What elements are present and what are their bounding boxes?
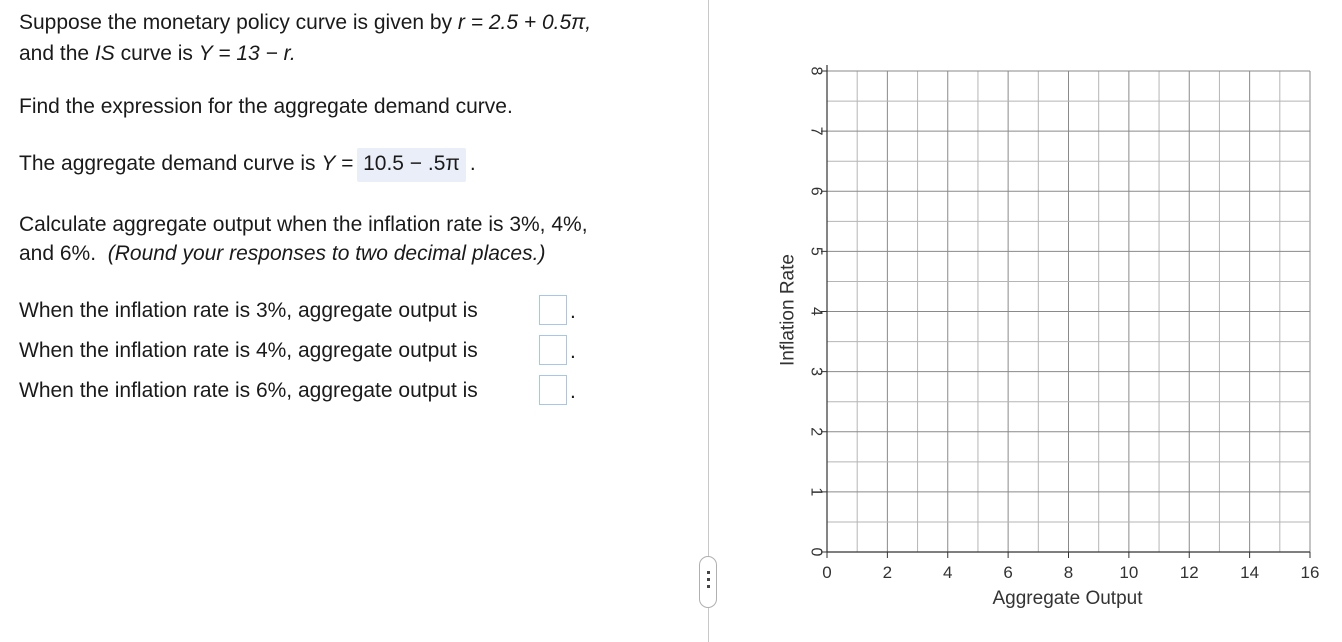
question-text: and the xyxy=(19,42,95,65)
ad-text: The aggregate demand curve is xyxy=(19,152,322,175)
row-label-4pct: When the inflation rate is 4%, aggregate output is xyxy=(19,339,478,362)
y-tick-label: 6 xyxy=(807,186,825,196)
y-tick-label: 5 xyxy=(807,246,825,256)
ad-answer-value: 10.5 − .5π xyxy=(363,152,460,175)
y-tick-label: 0 xyxy=(807,547,825,557)
row-period: . xyxy=(570,300,576,323)
x-tick-label: 4 xyxy=(943,563,953,582)
x-tick-label: 8 xyxy=(1063,563,1074,582)
question-text: curve is xyxy=(114,42,199,65)
y-tick-label: 7 xyxy=(807,126,825,136)
x-axis-label: Aggregate Output xyxy=(992,588,1143,609)
ad-period: . xyxy=(469,152,476,175)
x-tick-label: 6 xyxy=(1003,563,1013,582)
y-tick-label: 4 xyxy=(807,307,825,316)
x-tick-label: 16 xyxy=(1300,563,1320,582)
is-label: IS xyxy=(94,42,115,65)
x-tick-label: 2 xyxy=(882,563,893,582)
x-tick-label: 0 xyxy=(822,563,832,582)
y-tick-label: 8 xyxy=(807,66,825,76)
row-period: . xyxy=(570,340,576,363)
y-tick-label: 3 xyxy=(807,367,825,377)
rounding-note: (Round your responses to two decimal places.) xyxy=(107,242,546,265)
find-prompt: Find the expression for the aggregate demand curve. xyxy=(19,95,513,118)
calc-line-1: Calculate aggregate output when the inflation rate is 3%, 4%, xyxy=(19,213,588,236)
is-equation: Y = 13 − r. xyxy=(198,42,296,65)
x-tick-label: 12 xyxy=(1179,563,1199,582)
ad-var: Y = xyxy=(321,152,354,175)
row-label-3pct: When the inflation rate is 3%, aggregate output is xyxy=(19,299,478,322)
y-tick-label: 2 xyxy=(807,427,825,437)
row-label-6pct: When the inflation rate is 6%, aggregate output is xyxy=(19,379,478,402)
x-tick-label: 14 xyxy=(1240,563,1260,582)
y-axis-label: Inflation Rate xyxy=(777,254,799,366)
row-period: . xyxy=(570,380,576,403)
y-tick-label: 1 xyxy=(807,487,825,497)
question-text: Suppose the monetary policy curve is given by xyxy=(19,11,458,34)
policy-equation: r = 2.5 + 0.5π, xyxy=(457,11,592,34)
calc-text: and 6%. xyxy=(19,242,108,265)
x-tick-label: 10 xyxy=(1119,563,1139,582)
